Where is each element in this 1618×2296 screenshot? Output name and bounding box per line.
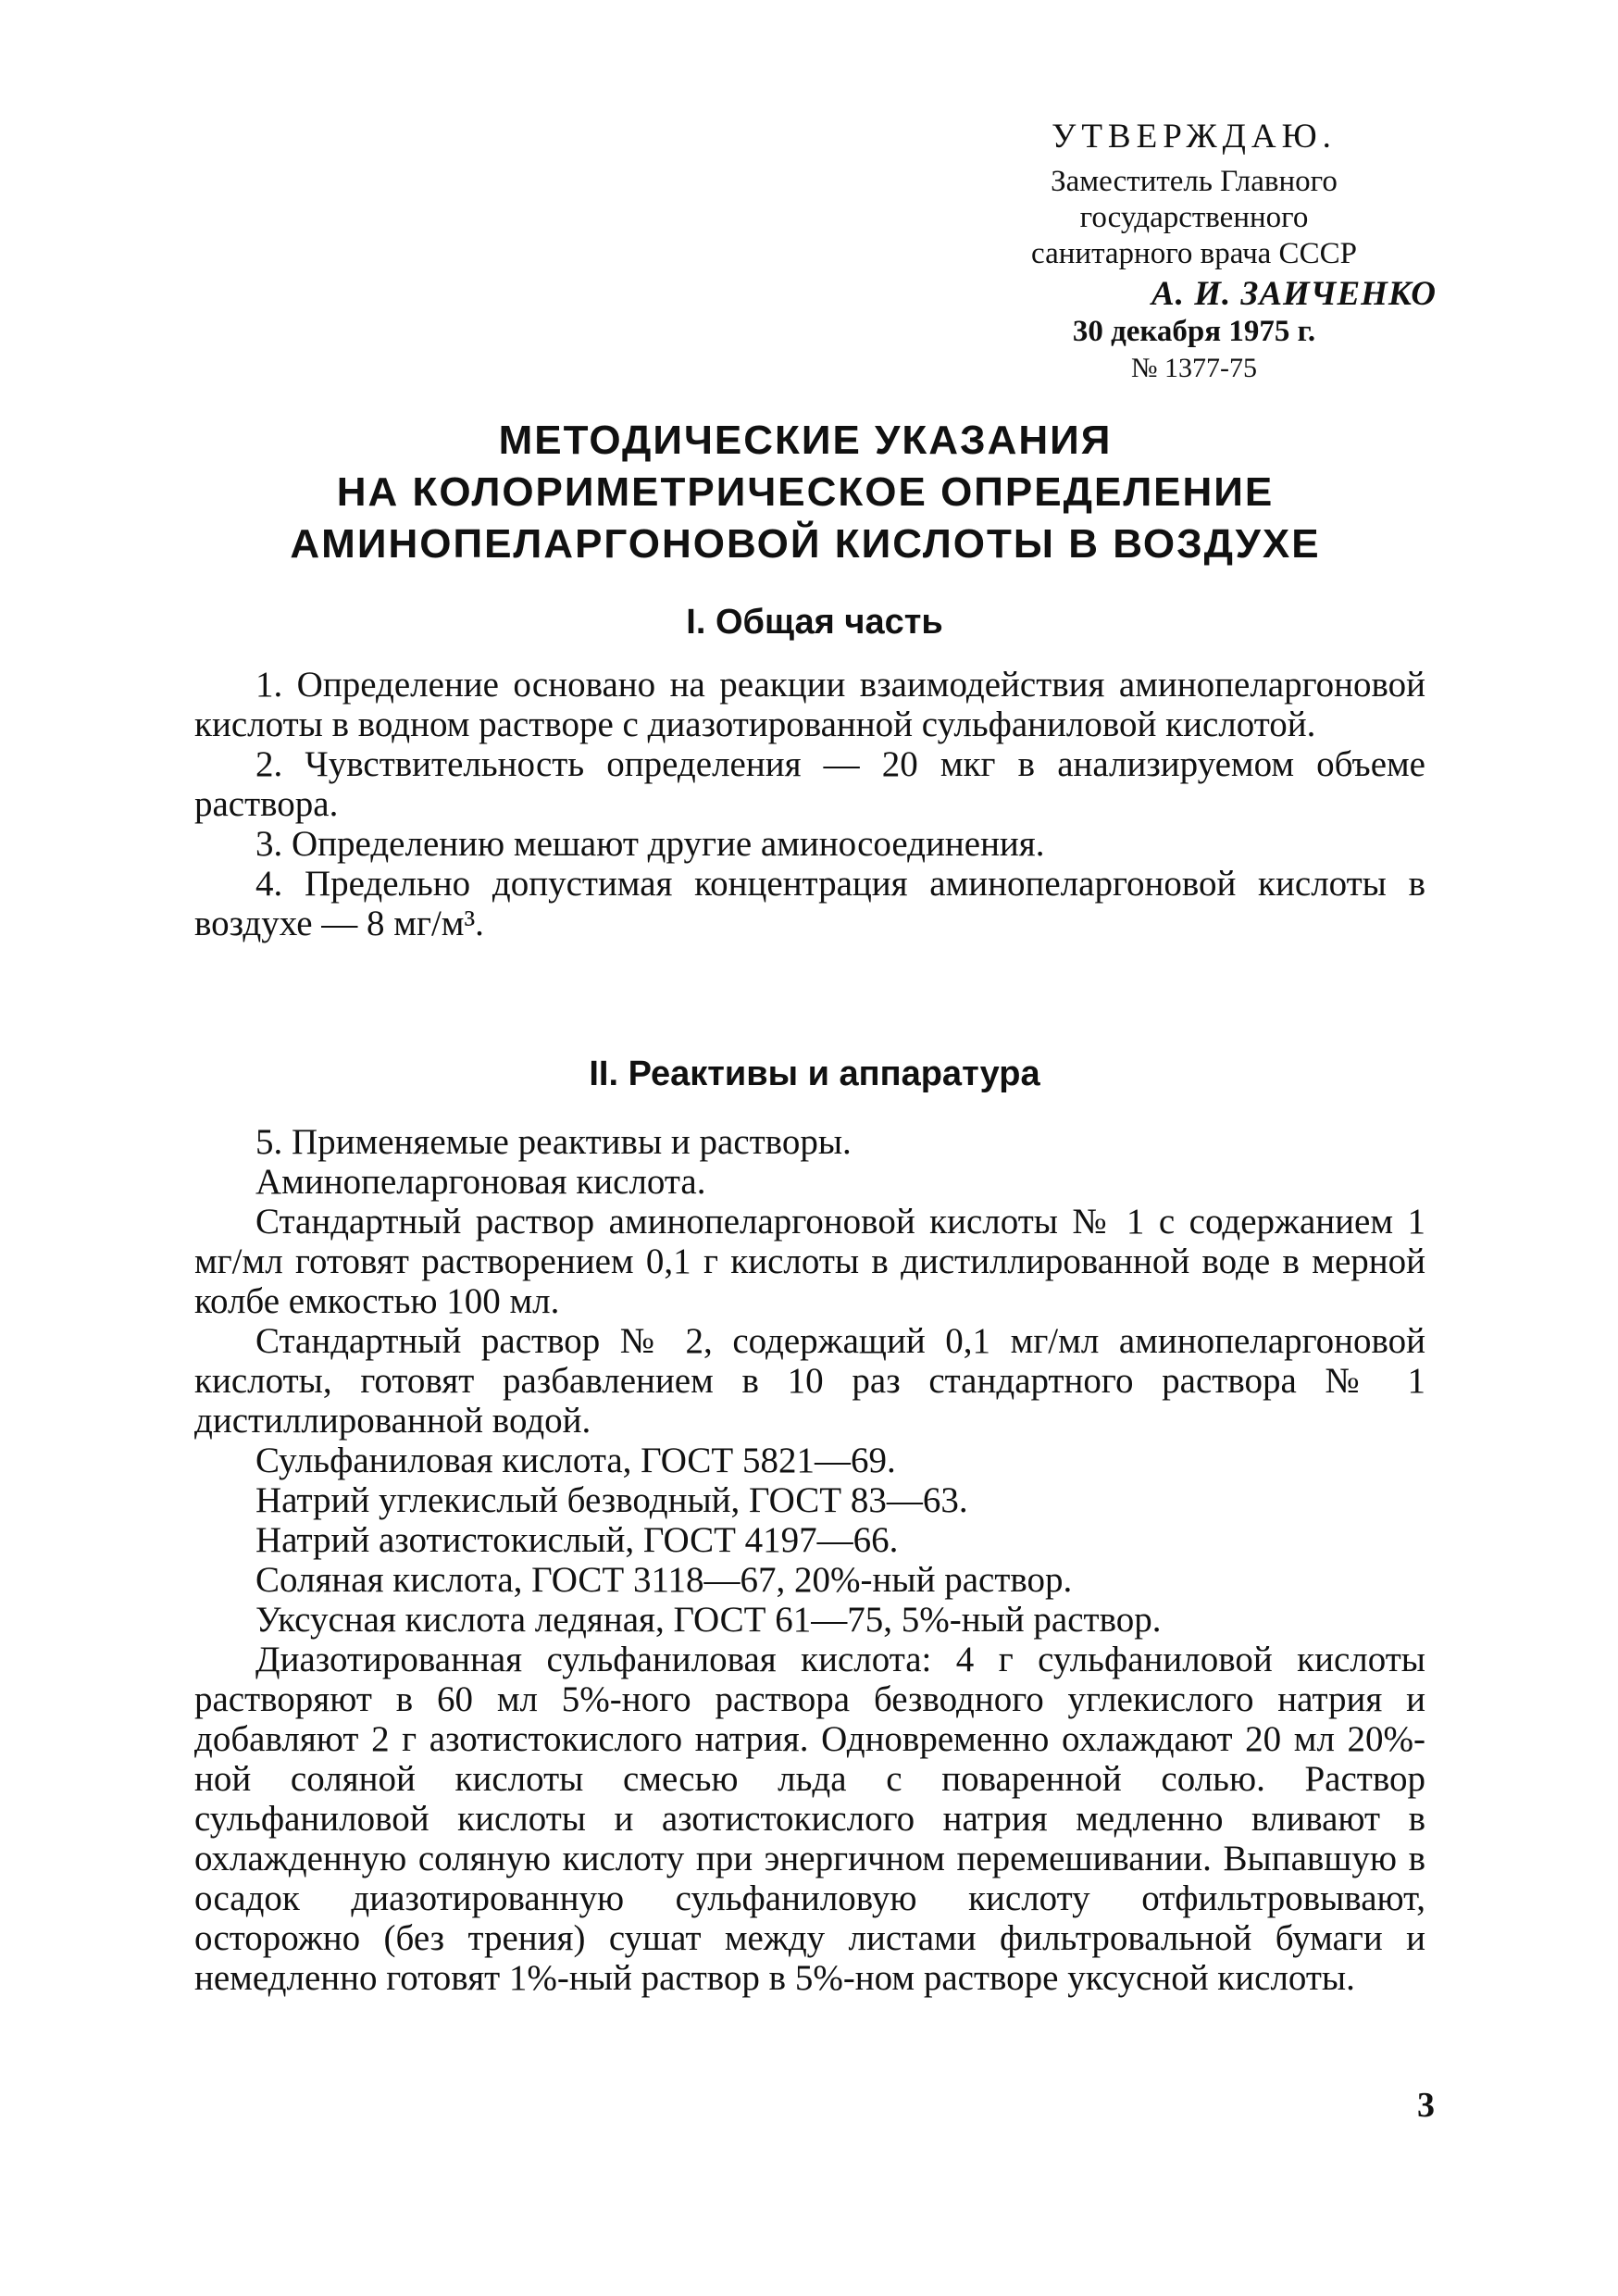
title-line-3: АМИНОПЕЛАРГОНОВОЙ КИСЛОТЫ В ВОЗДУХЕ bbox=[290, 521, 1321, 567]
paragraph: Натрий углекислый безводный, ГОСТ 83—63. bbox=[255, 1480, 968, 1520]
section-heading-reagents: II. Реактивы и аппаратура bbox=[589, 1054, 1040, 1093]
paragraph: 3. Определению мешают другие аминосоединения. bbox=[255, 824, 1045, 864]
section-general-body bbox=[194, 665, 1425, 943]
approval-position-line-2: государственного bbox=[1079, 201, 1309, 234]
approval-block bbox=[944, 119, 1444, 386]
paragraph: 2. Чувствительность определения — 20 мкг в анализируемом объеме раствора. bbox=[194, 744, 1425, 824]
paragraph: 4. Предельно допустимая концентрация аминопеларгоновой кислоты в воздухе — 8 мг/м³. bbox=[194, 864, 1425, 943]
paragraph: Сульфаниловая кислота, ГОСТ 5821—69. bbox=[255, 1441, 896, 1480]
section-reagents-body bbox=[194, 1122, 1425, 1998]
paragraph: Соляная кислота, ГОСТ 3118—67, 20%-ный раствор. bbox=[255, 1560, 1073, 1600]
approval-date: 30 декабря 1975 г. bbox=[1072, 315, 1316, 348]
approval-number: № 1377-75 bbox=[1130, 353, 1258, 383]
page-number: 3 bbox=[1417, 2086, 1435, 2125]
paragraph: Натрий азотистокислый, ГОСТ 4197—66. bbox=[255, 1520, 899, 1560]
paragraph: Стандартный раствор № 2, содержащий 0,1 мг/мл аминопеларгоновой кислоты, готовят разбавлением в 10 раз стандартного раствора № 1 дистиллированной водой. bbox=[194, 1321, 1425, 1441]
paragraph: Аминопеларгоновая кислота. bbox=[255, 1162, 706, 1202]
section-heading-general: I. Общая часть bbox=[686, 603, 943, 642]
paragraph: Стандартный раствор аминопеларгоновой кислоты № 1 с содержанием 1 мг/мл готовят растворением 0,1 г кислоты в дистиллированной воде в мерной колбе емкостью 100 мл. bbox=[194, 1202, 1425, 1321]
paragraph: 1. Определение основано на реакции взаимодействия аминопеларгоновой кислоты в водном растворе с диазотированной сульфаниловой кислотой. bbox=[194, 665, 1425, 744]
title-line-2: НА КОЛОРИМЕТРИЧЕСКОЕ ОПРЕДЕЛЕНИЕ bbox=[336, 469, 1275, 515]
paragraph: Диазотированная сульфаниловая кислота: 4 г сульфаниловой кислоты растворяют в 60 мл 5%-ного раствора безводного углекислого натрия и добавляют 2 г азотистокислого натрия. Одновременно охлаждают 20 мл 20%-ной соляной кислоты смесью льда с поваренной солью. Раствор сульфаниловой кислоты и азотистокислого натрия медленно вливают в охлажденную соляную кислоту при энергичном перемешивании. Выпавшую в осадок диазотированную сульфаниловую кислоту отфильтровывают, осторожно (без трения) сушат между листами фильтровальной бумаги и немедленно готовят 1%-ный раствор в 5%-ном растворе уксусной кислоты. bbox=[194, 1640, 1425, 1998]
approval-position-line-1: Заместитель Главного bbox=[1051, 165, 1338, 198]
approval-heading: УТВЕРЖДАЮ. bbox=[1052, 118, 1337, 156]
document-title bbox=[185, 415, 1425, 570]
approval-signer: А. И. ЗАИЧЕНКО bbox=[1151, 275, 1437, 313]
paragraph: Уксусная кислота ледяная, ГОСТ 61—75, 5%-ный раствор. bbox=[255, 1600, 1162, 1640]
approval-position-line-3: санитарного врача СССР bbox=[1031, 237, 1357, 270]
title-line-1: МЕТОДИЧЕСКИЕ УКАЗАНИЯ bbox=[498, 418, 1113, 463]
paragraph: 5. Применяемые реактивы и растворы. bbox=[255, 1122, 852, 1162]
